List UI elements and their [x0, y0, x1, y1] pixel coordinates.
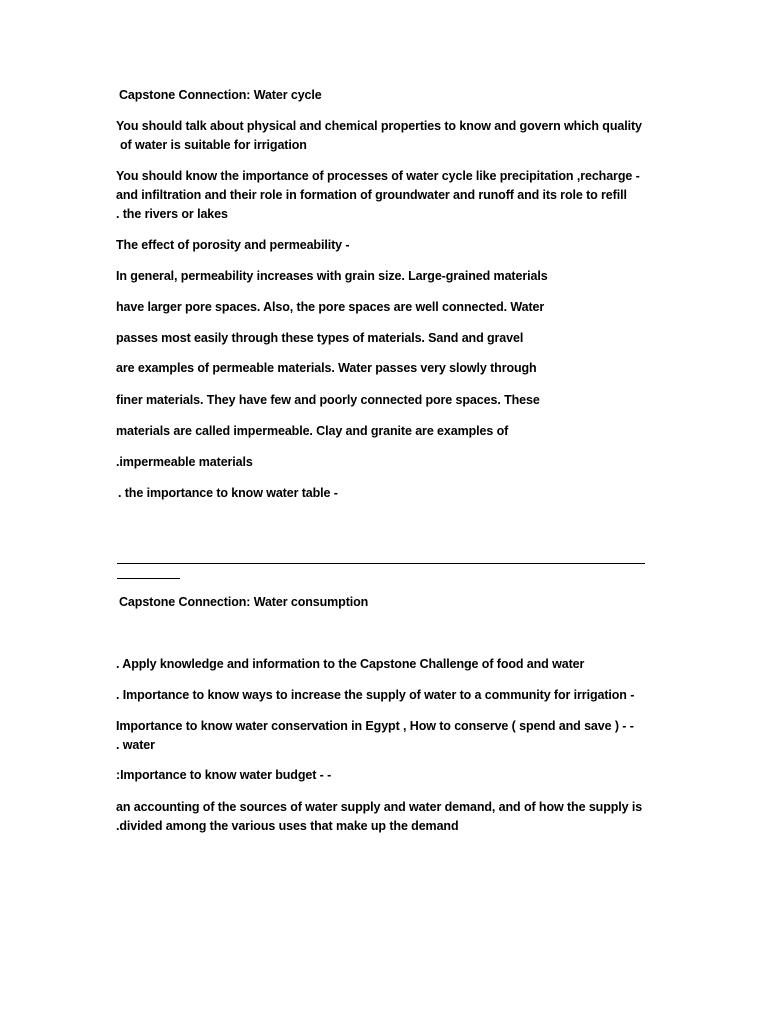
conservation-line-2: . water [116, 738, 155, 752]
separator-rule-long [117, 563, 645, 564]
water-budget-line: :Importance to know water budget - - [116, 768, 332, 782]
water-table-line: . the importance to know water table - [118, 486, 338, 500]
section-heading-water-cycle: Capstone Connection: Water cycle [119, 88, 322, 102]
physical-chemical-line-2: of water is suitable for irrigation [120, 138, 307, 152]
accounting-line-2: .divided among the various uses that make up the demand [116, 819, 459, 833]
section-heading-water-consumption: Capstone Connection: Water consumption [119, 595, 369, 609]
permeability-line-6: materials are called impermeable. Clay and granite are examples of [116, 424, 509, 438]
supply-importance-line: . Importance to know ways to increase the supply of water to a community for irrigation - [116, 688, 635, 702]
accounting-line-1: an accounting of the sources of water supply and water demand, and of how the supply is [116, 800, 643, 814]
porosity-heading: The effect of porosity and permeability - [116, 238, 350, 252]
permeability-line-5: finer materials. They have few and poorly connected pore spaces. These [116, 393, 540, 407]
permeability-line-1: In general, permeability increases with grain size. Large-grained materials [116, 269, 548, 283]
physical-chemical-line-1: You should talk about physical and chemical properties to know and govern which quality [116, 119, 642, 133]
permeability-line-3: passes most easily through these types of materials. Sand and gravel [116, 331, 524, 345]
water-cycle-processes-line-2: and infiltration and their role in formation of groundwater and runoff and its role to refill [116, 188, 627, 202]
conservation-line-1: Importance to know water conservation in Egypt , How to conserve ( spend and save ) - - [116, 719, 634, 733]
permeability-line-7: .impermeable materials [116, 455, 253, 469]
apply-knowledge-line: . Apply knowledge and information to the Capstone Challenge of food and water [116, 657, 585, 671]
separator-rule-short [117, 578, 180, 579]
water-cycle-processes-line-3: . the rivers or lakes [116, 207, 228, 221]
water-cycle-processes-line-1: You should know the importance of processes of water cycle like precipitation ,recharge - [116, 169, 640, 183]
permeability-line-4: are examples of permeable materials. Water passes very slowly through [116, 361, 537, 375]
permeability-line-2: have larger pore spaces. Also, the pore spaces are well connected. Water [116, 300, 545, 314]
